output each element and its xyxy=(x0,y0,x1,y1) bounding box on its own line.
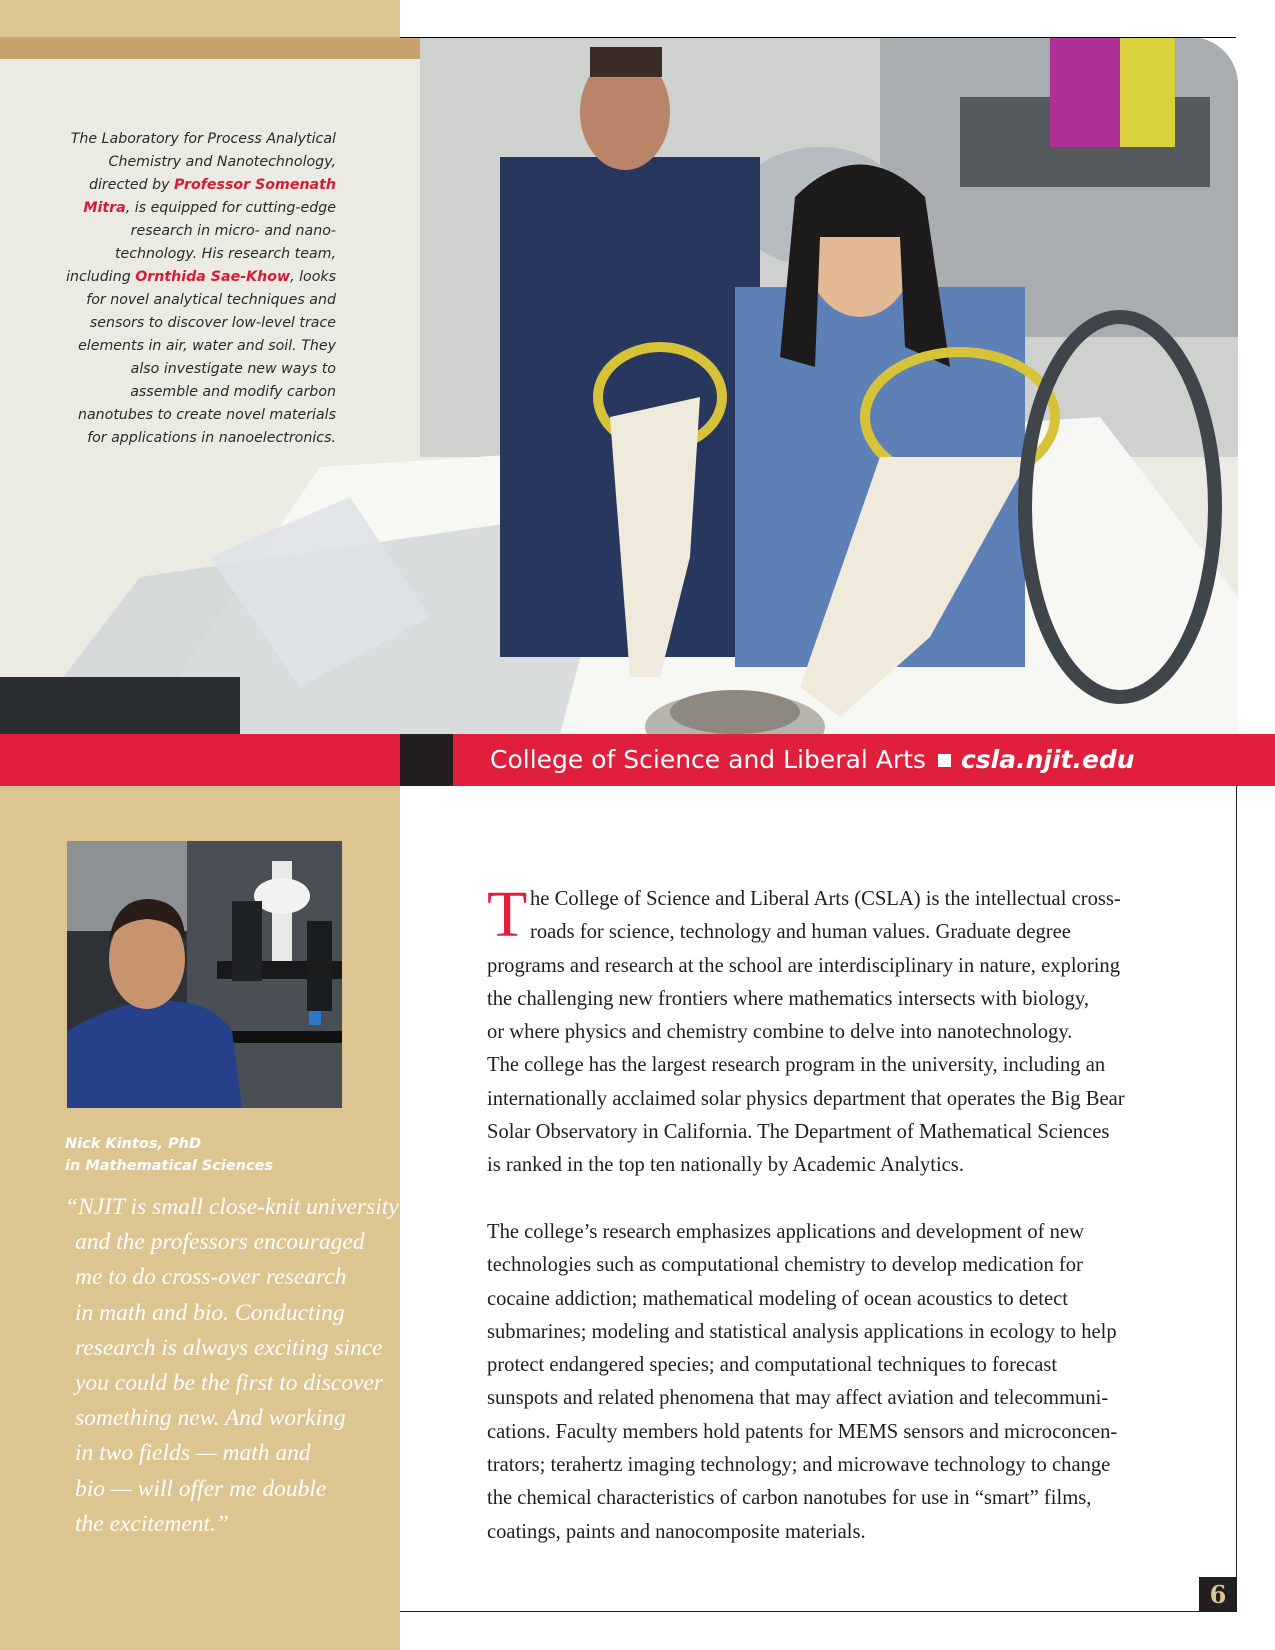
page-bottom-rule xyxy=(400,1611,1237,1612)
paragraph-line: cocaine addiction; mathematical modeling of ocean acoustics to detect xyxy=(487,1287,1068,1310)
quote-line: bio — will offer me double xyxy=(75,1475,327,1502)
banner-dark-block xyxy=(400,734,453,786)
paragraph-line: or where physics and chemistry combine to delve into nanotechnology. xyxy=(487,1021,1073,1044)
photo-top-rule xyxy=(400,37,1236,38)
paragraph-gap xyxy=(487,1183,1197,1216)
person-degree: in Mathematical Sciences xyxy=(65,1158,274,1174)
portrait-photo xyxy=(67,841,342,1108)
paragraph-line: technologies such as computational chemistry to develop medication for xyxy=(487,1254,1083,1277)
quote-line: in two fields — math and xyxy=(75,1440,311,1467)
caption-text: , is equipped for cutting-edge research in micro- and nano-technology. His research team, including xyxy=(66,200,336,285)
quote-line: “NJIT is small close-knit university xyxy=(65,1194,399,1220)
paragraph-line: is ranked in the top ten nationally by Academic Analytics. xyxy=(487,1154,964,1177)
caption-name-sae-khow: Ornthida Sae-Khow xyxy=(135,269,291,285)
testimonial-quote xyxy=(65,1190,399,1542)
quote-line: you could be the first to discover xyxy=(75,1370,384,1397)
caption-text: The Laboratory for Process Analytical Chemistry and Nanotechnology, directed by xyxy=(70,131,336,193)
paragraph-line: the challenging new frontiers where mathematics intersects with biology, xyxy=(487,987,1089,1010)
article-body xyxy=(487,878,1197,1549)
paragraph-line: submarines; modeling and statistical analysis applications in ecology to help xyxy=(487,1320,1117,1343)
paragraph-line: protect endangered species; and computational techniques to forecast xyxy=(487,1354,1058,1377)
caption-name-mitra: Professor Somenath Mitra xyxy=(83,177,336,216)
square-bullet-icon xyxy=(938,754,951,767)
caption-text: , looks for novel analytical techniques and sensors to discover low-level trace elements in air, water and soil. They also investigate new ways to assemble and modify carbon nanotubes to create novel materials for applications in nanoelectronics. xyxy=(77,269,336,446)
paragraph-line: cations. Faculty members hold patents for MEMS sensors and microconcen- xyxy=(487,1420,1118,1443)
person-name: Nick Kintos, PhD xyxy=(65,1136,201,1152)
portrait-illustration xyxy=(67,841,342,1108)
paragraph-line: Solar Observatory in California. The Department of Mathematical Sciences xyxy=(487,1121,1110,1144)
paragraph-line: The college has the largest research program in the university, including an xyxy=(487,1054,1106,1077)
quote-line: in math and bio. Conducting xyxy=(75,1299,345,1326)
college-url-link[interactable]: csla.njit.edu xyxy=(960,745,1135,774)
person-credit xyxy=(65,1133,375,1177)
paragraph-line: the chemical characteristics of carbon nanotubes for use in “smart” films, xyxy=(487,1487,1092,1510)
quote-line: something new. And working xyxy=(75,1405,346,1432)
paragraph-line: The college’s research emphasizes applications and development of new xyxy=(487,1220,1084,1243)
drop-cap: T xyxy=(487,878,528,951)
paragraph-line: programs and research at the school are interdisciplinary in nature, exploring xyxy=(487,954,1121,977)
quote-line: and the professors encouraged xyxy=(75,1229,365,1256)
paragraph-line: coatings, paints and nanocomposite materials. xyxy=(487,1520,866,1543)
page-right-rule xyxy=(1236,786,1237,1611)
page-number: 6 xyxy=(1199,1577,1237,1612)
paragraph-line: sunspots and related phenomena that may affect aviation and telecommuni- xyxy=(487,1387,1109,1410)
photo-caption xyxy=(60,128,336,450)
paragraph-line: he College of Science and Liberal Arts (CSLA) is the intellectual cross- xyxy=(530,888,1121,910)
banner-heading xyxy=(490,738,1135,782)
paragraph-line: trators; terahertz imaging technology; and microwave technology to change xyxy=(487,1454,1111,1477)
quote-line: the excitement.” xyxy=(75,1510,229,1537)
paragraph-line: internationally acclaimed solar physics department that operates the Big Bear xyxy=(487,1087,1125,1110)
college-name: College of Science and Liberal Arts xyxy=(490,745,926,774)
quote-line: me to do cross-over research xyxy=(75,1264,347,1291)
quote-line: research is always exciting since xyxy=(75,1334,383,1361)
paragraph-line: roads for science, technology and human values. Graduate degree xyxy=(530,921,1071,944)
